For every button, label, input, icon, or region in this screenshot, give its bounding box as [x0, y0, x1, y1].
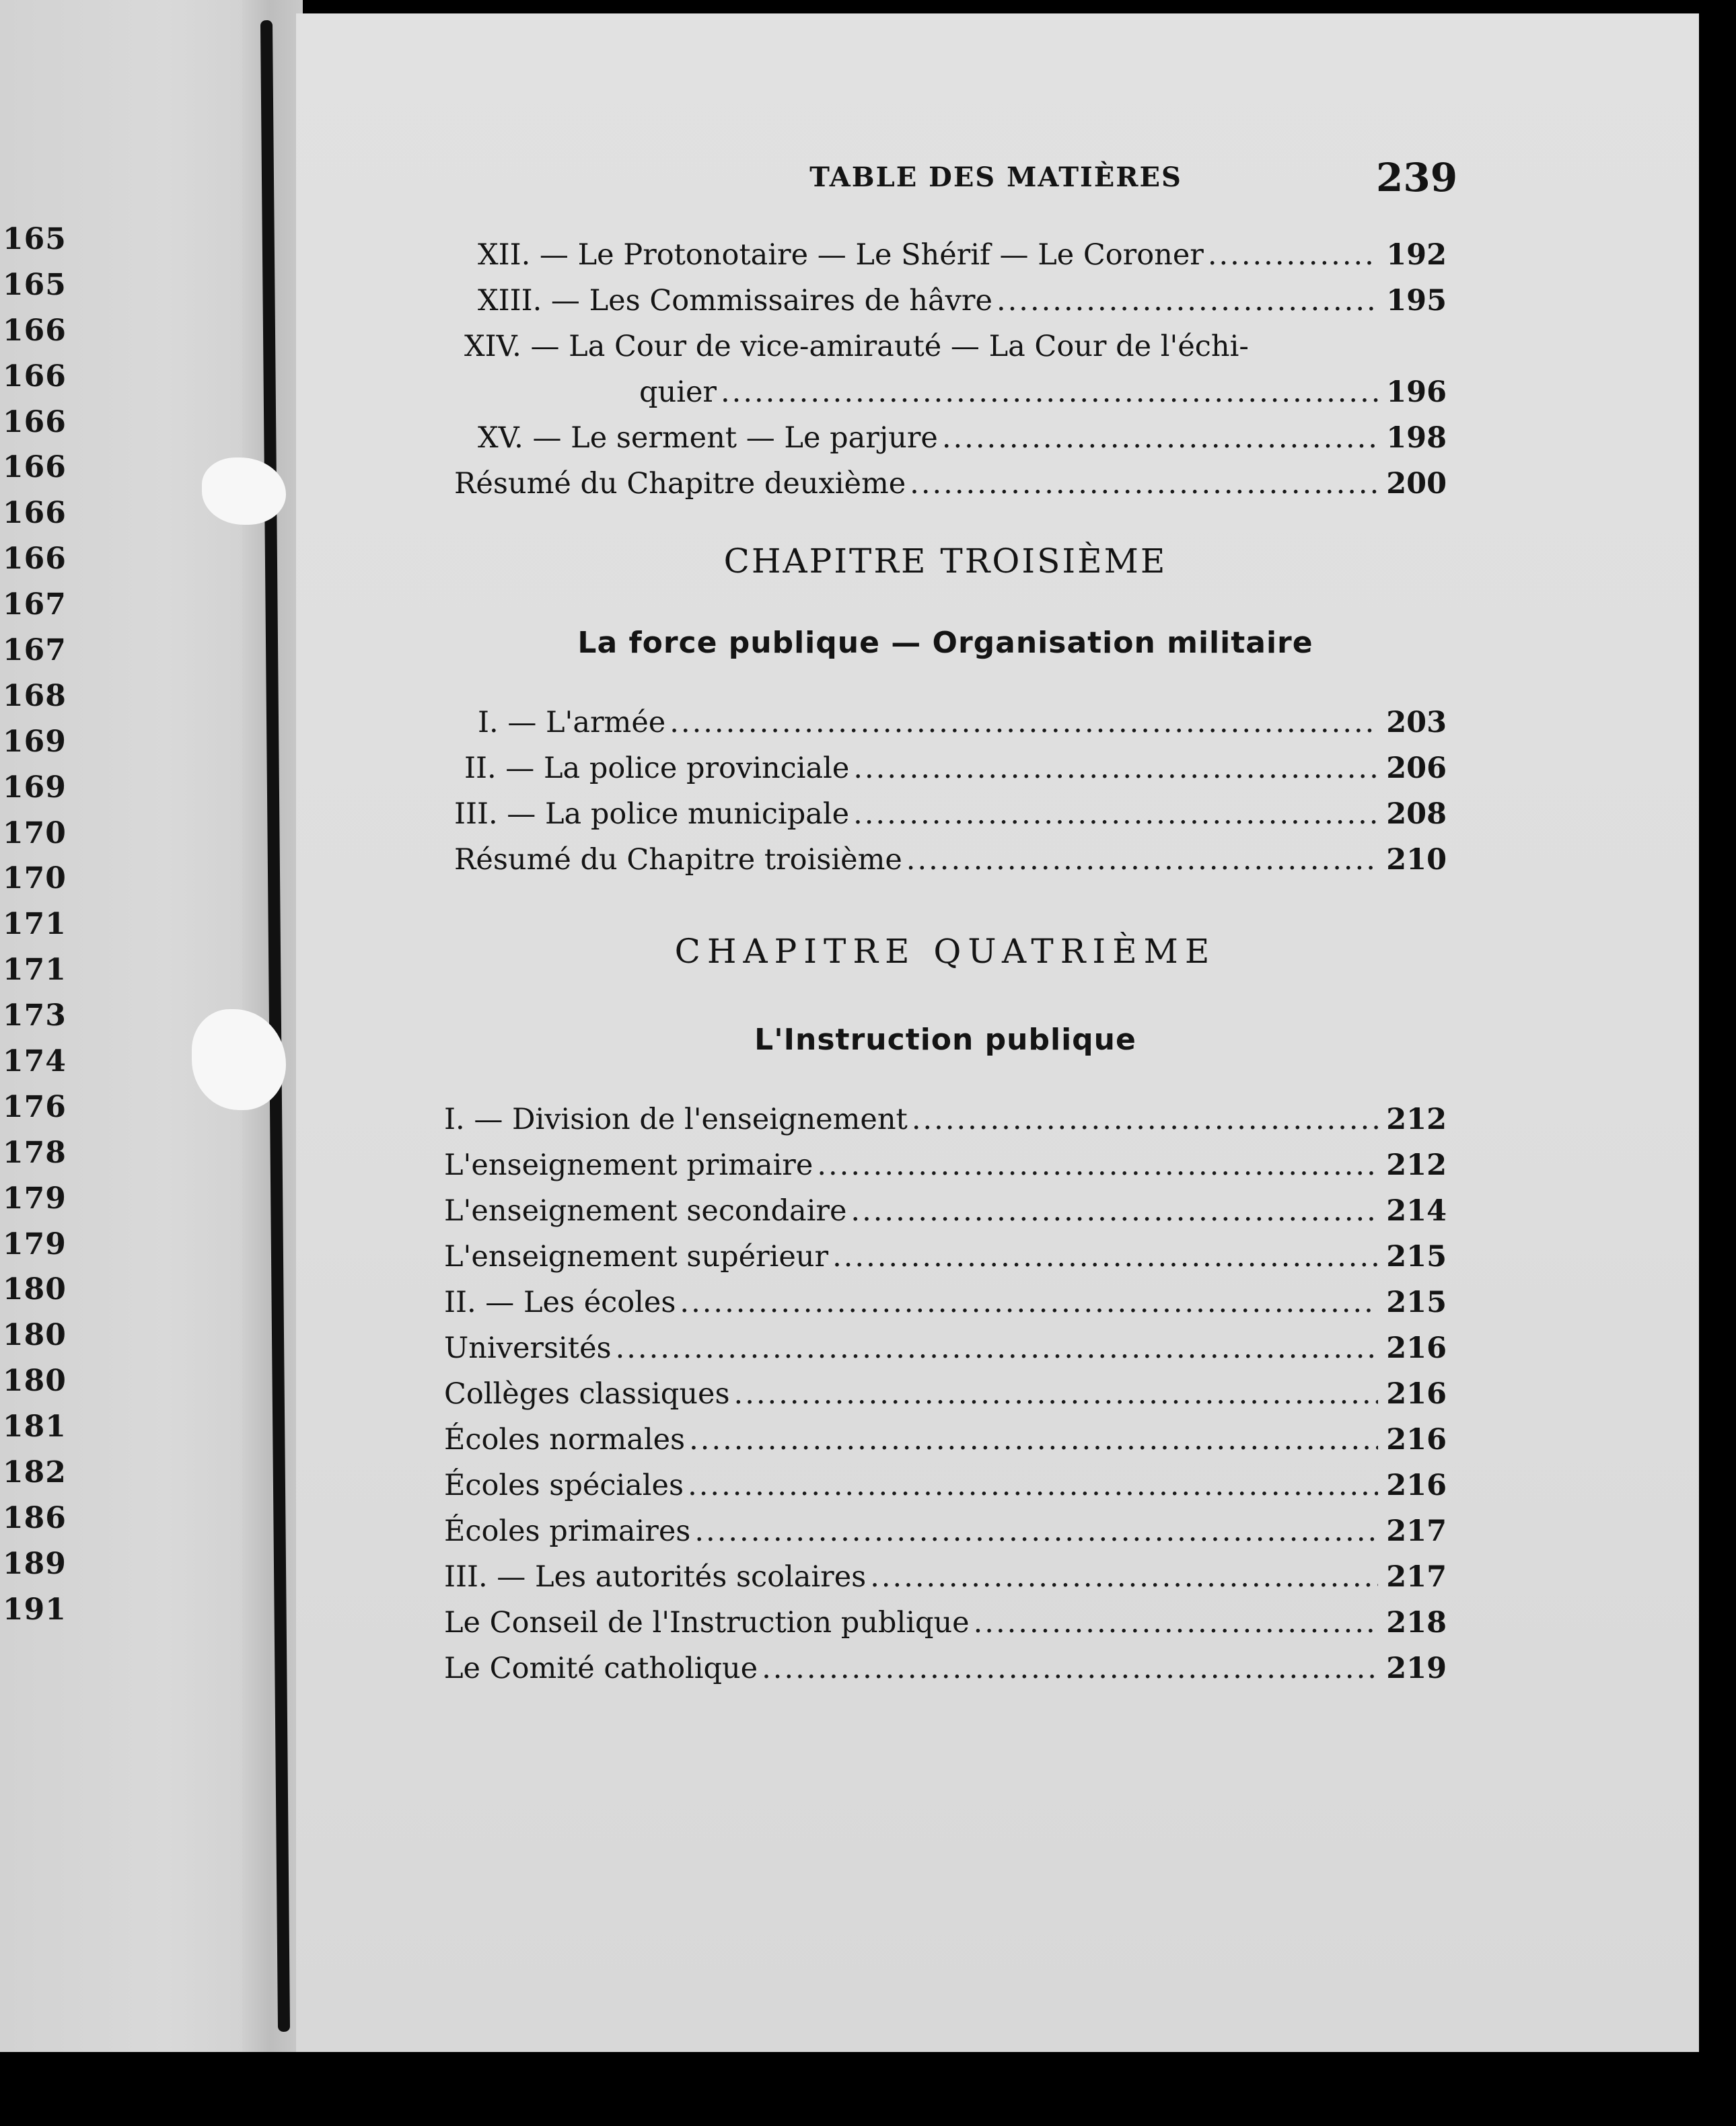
- toc-entry-page: 219: [1386, 1652, 1447, 1685]
- page-ref: 189: [3, 1546, 67, 1581]
- toc-entry-label: L'enseignement secondaire: [444, 1194, 847, 1228]
- toc-entry-label: Écoles normales: [444, 1423, 686, 1457]
- dot-leader: [721, 369, 1378, 415]
- toc-entry-label: I. — Division de l'enseignement: [444, 1103, 908, 1136]
- page-ref: 176: [3, 1089, 67, 1124]
- page-ref: 181: [3, 1409, 67, 1444]
- toc-entry-label: Écoles primaires: [444, 1514, 691, 1548]
- toc-entry-page: 206: [1386, 752, 1447, 785]
- toc-entry-label: XV. — Le serment — Le parjure: [478, 421, 938, 455]
- toc-entry-page: 215: [1386, 1286, 1447, 1319]
- toc-entry-page: 216: [1386, 1331, 1447, 1365]
- page-ref: 180: [3, 1364, 67, 1399]
- toc-entry-label: XIII. — Les Commissaires de hâvre: [478, 284, 992, 318]
- toc-entry-page: 212: [1386, 1148, 1447, 1182]
- dot-leader: [912, 1097, 1378, 1142]
- dot-leader: [694, 1508, 1378, 1554]
- dot-leader: [906, 837, 1378, 883]
- toc-entry-label: I. — L'armée: [478, 706, 666, 739]
- toc-entry-label: III. — Les autorités scolaires: [444, 1560, 867, 1594]
- toc-entry-page: 216: [1386, 1469, 1447, 1502]
- chapter-subtitle: La force publique — Organisation militaire: [577, 626, 1313, 660]
- chapter-3-list: [444, 700, 1447, 883]
- toc-entry-page: 198: [1386, 421, 1447, 455]
- dot-leader: [688, 1463, 1378, 1508]
- toc-entry-label: Universités: [444, 1331, 612, 1365]
- toc-entry: [444, 1142, 1447, 1188]
- dot-leader: [616, 1325, 1378, 1371]
- toc-entry-page: 218: [1386, 1606, 1447, 1640]
- chapter-title: CHAPITRE QUATRIÈME: [674, 932, 1217, 971]
- page-ref: 166: [3, 450, 67, 485]
- toc-entry-page: 215: [1386, 1240, 1447, 1274]
- toc-entry-page: 217: [1386, 1560, 1447, 1594]
- toc-entry-page: 192: [1386, 238, 1447, 272]
- chapter-2-tail-list: [444, 232, 1447, 507]
- page-ref: 179: [3, 1181, 67, 1216]
- toc-entry-page: 212: [1386, 1103, 1447, 1136]
- toc-entry: [444, 1188, 1447, 1234]
- toc-entry: [444, 278, 1447, 324]
- running-head: TABLE DES MATIÈRES: [809, 161, 1182, 193]
- page-ref: 166: [3, 359, 67, 394]
- dot-leader: [853, 745, 1378, 791]
- toc-entry-label: II. — La police provinciale: [464, 752, 850, 785]
- page-ref: 180: [3, 1272, 67, 1307]
- dot-leader: [734, 1371, 1378, 1417]
- dot-leader: [680, 1280, 1378, 1325]
- toc-entry: [444, 700, 1447, 745]
- toc-entry-page: 196: [1386, 375, 1447, 409]
- page-ref: 191: [3, 1592, 67, 1627]
- toc-entry: [444, 415, 1447, 461]
- dot-leader: [1208, 232, 1378, 278]
- page-ref: 171: [3, 953, 67, 988]
- toc-entry-label: II. — Les écoles: [444, 1286, 676, 1319]
- page-ref: 186: [3, 1500, 67, 1535]
- toc-entry-label: quier: [639, 375, 717, 409]
- page-ref: 165: [3, 222, 67, 256]
- dot-leader: [851, 1188, 1378, 1234]
- dot-leader: [670, 700, 1378, 745]
- dot-leader: [832, 1234, 1378, 1280]
- page-ref: 170: [3, 861, 67, 896]
- toc-entry-label: XIV. — La Cour de vice-amirauté — La Cour de l'échi-: [464, 330, 1249, 363]
- chapter-title: CHAPITRE TROISIÈME: [723, 542, 1167, 581]
- toc-entry-label: III. — La police municipale: [454, 797, 850, 831]
- toc-entry-page: 210: [1386, 843, 1447, 877]
- page-ref: 167: [3, 587, 67, 622]
- toc-entry: [444, 1646, 1447, 1691]
- toc-entry: [444, 1463, 1447, 1508]
- previous-page-number-column: [3, 217, 67, 1633]
- toc-entry: [444, 232, 1447, 278]
- page-ref: 169: [3, 724, 67, 759]
- toc-entry-page: 203: [1386, 706, 1447, 739]
- page-ref: 171: [3, 907, 67, 942]
- page-ref: 167: [3, 633, 67, 668]
- page-ref: 166: [3, 542, 67, 577]
- page-ref: 182: [3, 1455, 67, 1490]
- page-ref: 166: [3, 496, 67, 531]
- toc-entry: [444, 1417, 1447, 1463]
- toc-entry: [444, 1234, 1447, 1280]
- page-ref: 168: [3, 678, 67, 713]
- toc-entry-label: L'enseignement supérieur: [444, 1240, 829, 1274]
- toc-entry-page: 195: [1386, 284, 1447, 318]
- toc-entry-label: L'enseignement primaire: [444, 1148, 813, 1182]
- chapter-4-list: [444, 1097, 1447, 1691]
- toc-entry-page: 200: [1386, 467, 1447, 501]
- toc-entry-label: Le Conseil de l'Instruction publique: [444, 1606, 970, 1640]
- page-ref: 165: [3, 267, 67, 302]
- toc-entry: [444, 1371, 1447, 1417]
- toc-entry-label: Le Comité catholique: [444, 1652, 758, 1685]
- toc-entry-page: 217: [1386, 1514, 1447, 1548]
- toc-entry-page: 216: [1386, 1423, 1447, 1457]
- page-ref: 166: [3, 313, 67, 348]
- toc-entry: [444, 791, 1447, 837]
- toc-entry: [444, 1325, 1447, 1371]
- dot-leader: [853, 791, 1378, 837]
- toc-entry: [444, 1600, 1447, 1646]
- dot-leader: [910, 461, 1378, 507]
- toc-entry-label: XII. — Le Protonotaire — Le Shérif — Le Coroner: [478, 238, 1204, 272]
- toc-entry: [444, 745, 1447, 791]
- toc-entry: [444, 1554, 1447, 1600]
- toc-entry: [444, 1280, 1447, 1325]
- toc-entry-label: Écoles spéciales: [444, 1469, 684, 1502]
- dot-leader: [974, 1600, 1378, 1646]
- toc-entry-label: Résumé du Chapitre deuxième: [454, 467, 906, 501]
- toc-entry: [444, 324, 1447, 369]
- toc-entry-page: 214: [1386, 1194, 1447, 1228]
- toc-entry: [444, 461, 1447, 507]
- page-ref: 166: [3, 404, 67, 439]
- dot-leader: [689, 1417, 1378, 1463]
- page-ref: 174: [3, 1044, 67, 1079]
- page-ref: 178: [3, 1135, 67, 1170]
- toc-entry-label: Résumé du Chapitre troisième: [454, 843, 902, 877]
- dot-leader: [762, 1646, 1378, 1691]
- toc-entry-label: Collèges classiques: [444, 1377, 730, 1411]
- page-ref: 179: [3, 1226, 67, 1261]
- dot-leader: [997, 278, 1378, 324]
- dot-leader: [870, 1554, 1378, 1600]
- page-ref: 169: [3, 770, 67, 805]
- page-ref: 170: [3, 815, 67, 850]
- chapter-subtitle: L'Instruction publique: [754, 1023, 1136, 1057]
- toc-entry: [444, 1508, 1447, 1554]
- dot-leader: [942, 415, 1378, 461]
- scan-border: [0, 2052, 1736, 2126]
- toc-entry: [444, 1097, 1447, 1142]
- page-ref: 180: [3, 1318, 67, 1353]
- toc-entry: [444, 837, 1447, 883]
- toc-entry-page: 216: [1386, 1377, 1447, 1411]
- toc-entry: [444, 369, 1447, 415]
- page-ref: 173: [3, 998, 67, 1033]
- page-number: 239: [1376, 155, 1458, 200]
- toc-entry-page: 208: [1386, 797, 1447, 831]
- dot-leader: [817, 1142, 1378, 1188]
